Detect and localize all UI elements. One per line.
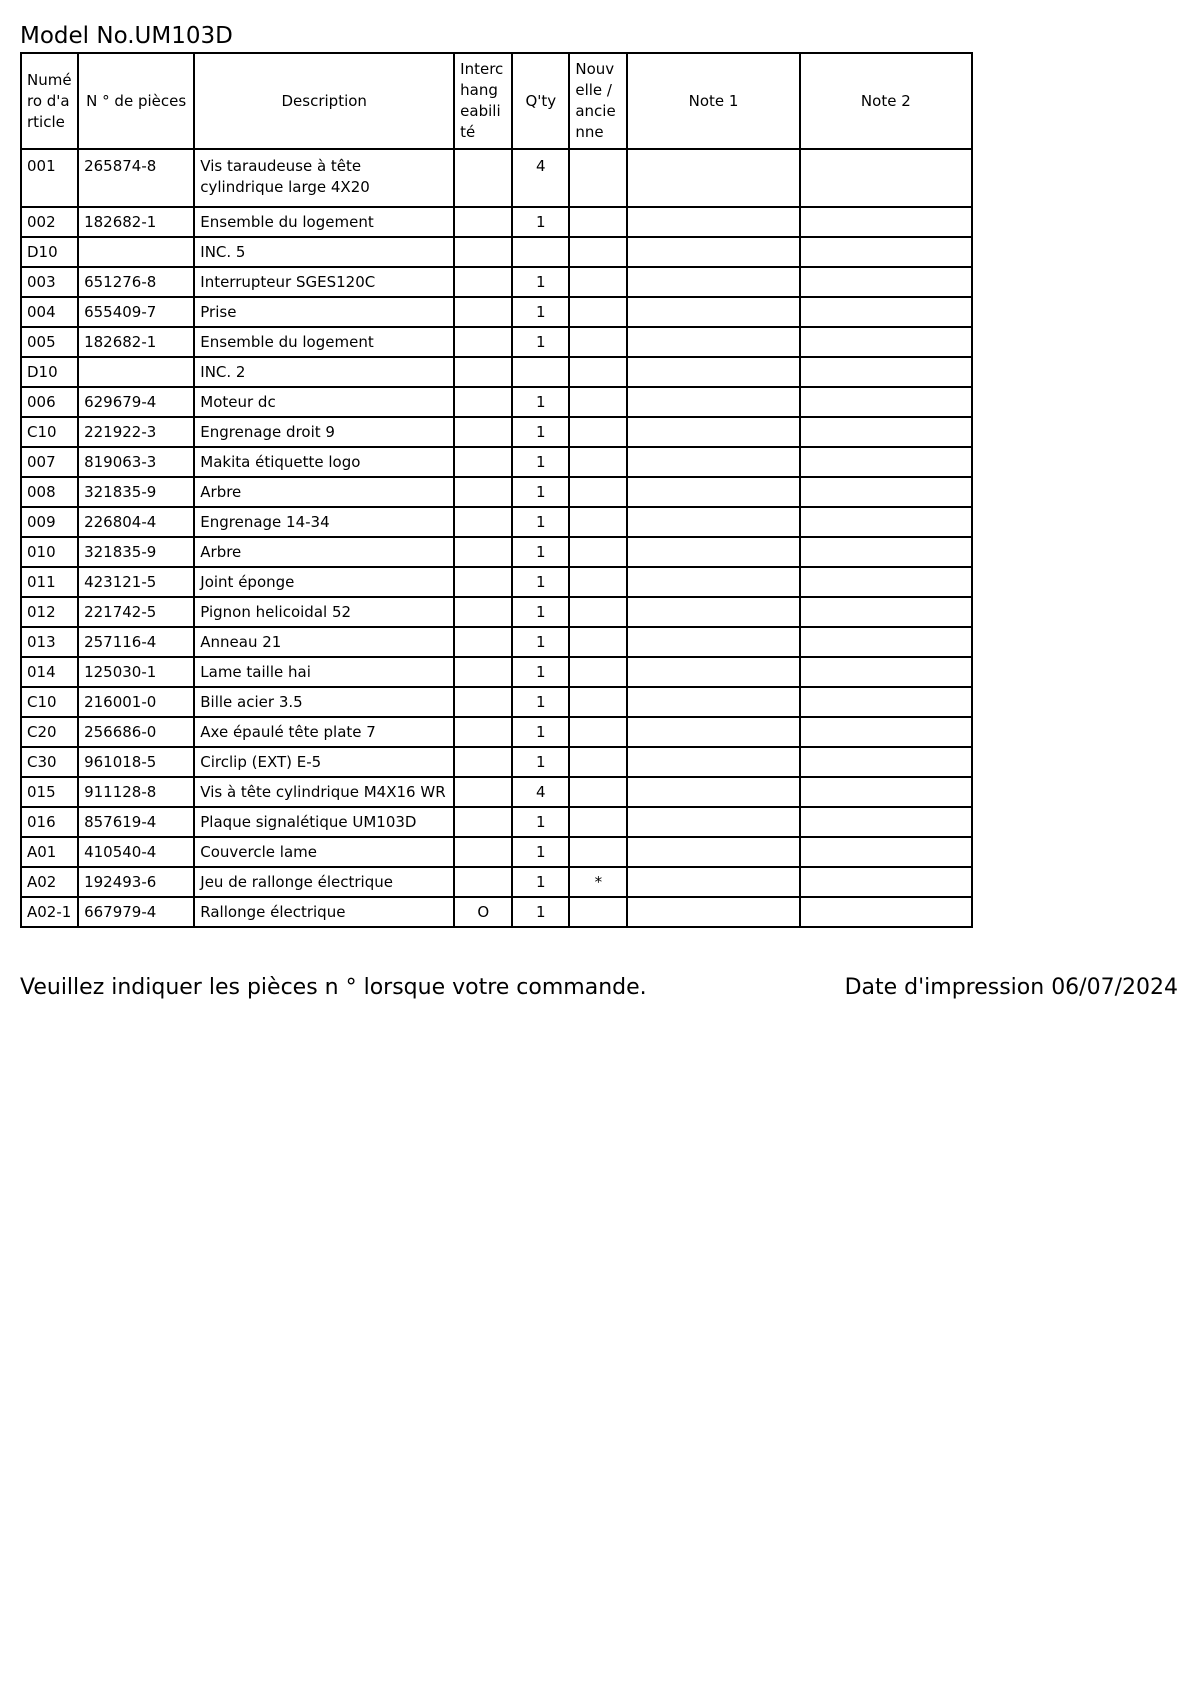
cell-description: Prise (194, 297, 454, 327)
cell-new-old (569, 537, 627, 567)
cell-description: Joint éponge (194, 567, 454, 597)
cell-part-number: 423121-5 (78, 567, 194, 597)
cell-description: Circlip (EXT) E-5 (194, 747, 454, 777)
header-new-old: Nouvelle / ancienne (569, 53, 627, 149)
cell-quantity: 4 (512, 149, 569, 207)
cell-note-1 (627, 207, 799, 237)
cell-note-2 (800, 627, 972, 657)
cell-part-number: 819063-3 (78, 447, 194, 477)
cell-interchangeability (454, 477, 512, 507)
cell-part-number: 857619-4 (78, 807, 194, 837)
cell-interchangeability (454, 297, 512, 327)
cell-item-number: 002 (21, 207, 78, 237)
page-title: Model No.UM103D (20, 23, 233, 49)
cell-new-old (569, 837, 627, 867)
cell-note-2 (800, 807, 972, 837)
cell-note-1 (627, 747, 799, 777)
table-row (21, 537, 972, 567)
cell-note-1 (627, 417, 799, 447)
cell-item-number: 016 (21, 807, 78, 837)
cell-interchangeability (454, 687, 512, 717)
table-row (21, 657, 972, 687)
table-row (21, 477, 972, 507)
cell-note-2 (800, 687, 972, 717)
cell-note-2 (800, 207, 972, 237)
cell-note-1 (627, 297, 799, 327)
cell-interchangeability (454, 267, 512, 297)
cell-description: Couvercle lame (194, 837, 454, 867)
cell-new-old (569, 897, 627, 927)
cell-part-number (78, 237, 194, 267)
cell-quantity: 1 (512, 687, 569, 717)
cell-note-1 (627, 777, 799, 807)
table-row (21, 627, 972, 657)
cell-new-old (569, 447, 627, 477)
table-row (21, 747, 972, 777)
cell-part-number: 321835-9 (78, 477, 194, 507)
header-row (21, 53, 972, 149)
cell-item-number: C10 (21, 687, 78, 717)
cell-quantity: 1 (512, 717, 569, 747)
cell-quantity: 1 (512, 657, 569, 687)
cell-part-number: 182682-1 (78, 207, 194, 237)
cell-item-number: 006 (21, 387, 78, 417)
cell-part-number: 221922-3 (78, 417, 194, 447)
cell-description: Moteur dc (194, 387, 454, 417)
cell-interchangeability (454, 149, 512, 207)
table-row (21, 387, 972, 417)
cell-note-1 (627, 627, 799, 657)
cell-description: Vis taraudeuse à tête cylindrique large 4X20 (194, 149, 454, 207)
cell-interchangeability (454, 237, 512, 267)
cell-note-1 (627, 267, 799, 297)
cell-quantity: 1 (512, 627, 569, 657)
order-instruction: Veuillez indiquer les pièces n ° lorsque votre commande. (20, 975, 647, 1000)
cell-note-2 (800, 717, 972, 747)
cell-note-2 (800, 149, 972, 207)
cell-note-1 (627, 567, 799, 597)
table-row (21, 597, 972, 627)
cell-note-1 (627, 597, 799, 627)
cell-note-2 (800, 537, 972, 567)
cell-note-1 (627, 357, 799, 387)
cell-note-1 (627, 327, 799, 357)
cell-part-number: 221742-5 (78, 597, 194, 627)
cell-quantity: 1 (512, 297, 569, 327)
cell-description: Jeu de rallonge électrique (194, 867, 454, 897)
cell-interchangeability (454, 717, 512, 747)
cell-new-old (569, 747, 627, 777)
cell-interchangeability (454, 867, 512, 897)
cell-item-number: 005 (21, 327, 78, 357)
cell-note-1 (627, 717, 799, 747)
cell-new-old (569, 417, 627, 447)
cell-item-number: C10 (21, 417, 78, 447)
cell-item-number: A01 (21, 837, 78, 867)
cell-quantity: 1 (512, 537, 569, 567)
cell-item-number: 013 (21, 627, 78, 657)
header-item-number: Numéro d'article (21, 53, 78, 149)
cell-note-2 (800, 297, 972, 327)
header-part-number: N ° de pièces (78, 53, 194, 149)
cell-interchangeability (454, 567, 512, 597)
cell-part-number: 410540-4 (78, 837, 194, 867)
table-row (21, 897, 972, 927)
cell-item-number: 014 (21, 657, 78, 687)
cell-quantity: 1 (512, 507, 569, 537)
cell-description: Anneau 21 (194, 627, 454, 657)
cell-part-number: 961018-5 (78, 747, 194, 777)
cell-description: Makita étiquette logo (194, 447, 454, 477)
cell-note-2 (800, 657, 972, 687)
cell-new-old (569, 267, 627, 297)
cell-interchangeability (454, 657, 512, 687)
cell-note-2 (800, 267, 972, 297)
cell-part-number: 216001-0 (78, 687, 194, 717)
table-row (21, 777, 972, 807)
cell-note-1 (627, 537, 799, 567)
cell-item-number: A02-1 (21, 897, 78, 927)
cell-quantity: 1 (512, 747, 569, 777)
cell-part-number: 655409-7 (78, 297, 194, 327)
cell-item-number: 010 (21, 537, 78, 567)
cell-item-number: 011 (21, 567, 78, 597)
cell-part-number: 256686-0 (78, 717, 194, 747)
cell-quantity: 1 (512, 327, 569, 357)
cell-item-number: C30 (21, 747, 78, 777)
cell-interchangeability (454, 357, 512, 387)
table-row (21, 837, 972, 867)
cell-description: Arbre (194, 537, 454, 567)
cell-part-number: 911128-8 (78, 777, 194, 807)
cell-description: Lame taille hai (194, 657, 454, 687)
cell-description: Rallonge électrique (194, 897, 454, 927)
table-row (21, 717, 972, 747)
cell-description: Engrenage 14-34 (194, 507, 454, 537)
cell-new-old (569, 717, 627, 747)
cell-new-old: * (569, 867, 627, 897)
cell-description: Interrupteur SGES120C (194, 267, 454, 297)
cell-note-2 (800, 867, 972, 897)
cell-interchangeability (454, 207, 512, 237)
cell-interchangeability (454, 747, 512, 777)
cell-note-2 (800, 327, 972, 357)
cell-note-1 (627, 837, 799, 867)
cell-item-number: 003 (21, 267, 78, 297)
parts-table (20, 52, 973, 928)
cell-note-2 (800, 747, 972, 777)
cell-part-number: 226804-4 (78, 507, 194, 537)
cell-new-old (569, 357, 627, 387)
cell-part-number: 651276-8 (78, 267, 194, 297)
cell-new-old (569, 627, 627, 657)
header-quantity: Q'ty (512, 53, 569, 149)
table-row (21, 149, 972, 207)
cell-part-number: 182682-1 (78, 327, 194, 357)
table-row (21, 807, 972, 837)
cell-interchangeability (454, 387, 512, 417)
cell-item-number: 001 (21, 149, 78, 207)
cell-note-2 (800, 387, 972, 417)
cell-quantity: 1 (512, 387, 569, 417)
cell-description: Plaque signalétique UM103D (194, 807, 454, 837)
cell-item-number: D10 (21, 357, 78, 387)
cell-description: Pignon helicoidal 52 (194, 597, 454, 627)
cell-quantity: 1 (512, 447, 569, 477)
cell-quantity: 1 (512, 477, 569, 507)
cell-note-1 (627, 149, 799, 207)
cell-note-1 (627, 387, 799, 417)
cell-note-1 (627, 867, 799, 897)
cell-part-number: 192493-6 (78, 867, 194, 897)
cell-item-number: 009 (21, 507, 78, 537)
cell-note-1 (627, 507, 799, 537)
cell-quantity: 1 (512, 867, 569, 897)
cell-interchangeability (454, 807, 512, 837)
cell-description: Engrenage droit 9 (194, 417, 454, 447)
table-row (21, 867, 972, 897)
table-row (21, 207, 972, 237)
cell-note-1 (627, 477, 799, 507)
table-row (21, 507, 972, 537)
cell-quantity: 1 (512, 597, 569, 627)
cell-quantity (512, 357, 569, 387)
cell-note-2 (800, 417, 972, 447)
table-row (21, 267, 972, 297)
cell-quantity: 1 (512, 567, 569, 597)
cell-new-old (569, 687, 627, 717)
cell-description: Ensemble du logement (194, 207, 454, 237)
cell-new-old (569, 567, 627, 597)
cell-new-old (569, 507, 627, 537)
cell-part-number: 125030-1 (78, 657, 194, 687)
cell-new-old (569, 777, 627, 807)
cell-note-1 (627, 687, 799, 717)
cell-new-old (569, 657, 627, 687)
cell-item-number: 015 (21, 777, 78, 807)
cell-description: Axe épaulé tête plate 7 (194, 717, 454, 747)
cell-note-2 (800, 477, 972, 507)
table-row (21, 447, 972, 477)
cell-note-1 (627, 447, 799, 477)
cell-note-1 (627, 237, 799, 267)
cell-part-number: 257116-4 (78, 627, 194, 657)
cell-item-number: A02 (21, 867, 78, 897)
cell-note-2 (800, 567, 972, 597)
cell-quantity: 1 (512, 267, 569, 297)
cell-interchangeability (454, 537, 512, 567)
cell-interchangeability (454, 627, 512, 657)
table-row (21, 687, 972, 717)
table-row (21, 417, 972, 447)
cell-part-number (78, 357, 194, 387)
parts-table-body (21, 149, 972, 927)
cell-description: Vis à tête cylindrique M4X16 WR (194, 777, 454, 807)
cell-interchangeability (454, 447, 512, 477)
header-interchangeability: Interchangeabilité (454, 53, 512, 149)
cell-note-2 (800, 897, 972, 927)
cell-new-old (569, 237, 627, 267)
table-row (21, 327, 972, 357)
cell-item-number: 008 (21, 477, 78, 507)
cell-note-2 (800, 237, 972, 267)
header-note-1: Note 1 (627, 53, 799, 149)
cell-quantity (512, 237, 569, 267)
cell-description: Arbre (194, 477, 454, 507)
cell-note-2 (800, 837, 972, 867)
cell-description: Ensemble du logement (194, 327, 454, 357)
cell-item-number: C20 (21, 717, 78, 747)
cell-note-2 (800, 507, 972, 537)
cell-note-2 (800, 597, 972, 627)
cell-interchangeability (454, 837, 512, 867)
cell-interchangeability (454, 417, 512, 447)
cell-note-2 (800, 447, 972, 477)
cell-quantity: 1 (512, 897, 569, 927)
print-date: Date d'impression 06/07/2024 (844, 975, 1178, 1000)
cell-part-number: 629679-4 (78, 387, 194, 417)
cell-new-old (569, 597, 627, 627)
cell-interchangeability (454, 327, 512, 357)
cell-note-1 (627, 897, 799, 927)
cell-quantity: 1 (512, 837, 569, 867)
cell-new-old (569, 387, 627, 417)
cell-item-number: 012 (21, 597, 78, 627)
cell-part-number: 265874-8 (78, 149, 194, 207)
table-row (21, 297, 972, 327)
cell-new-old (569, 327, 627, 357)
cell-note-1 (627, 657, 799, 687)
cell-description: INC. 5 (194, 237, 454, 267)
cell-part-number: 321835-9 (78, 537, 194, 567)
cell-note-1 (627, 807, 799, 837)
cell-quantity: 1 (512, 417, 569, 447)
cell-new-old (569, 477, 627, 507)
cell-quantity: 1 (512, 807, 569, 837)
header-note-2: Note 2 (800, 53, 972, 149)
cell-new-old (569, 807, 627, 837)
cell-item-number: 007 (21, 447, 78, 477)
cell-description: Bille acier 3.5 (194, 687, 454, 717)
table-row (21, 237, 972, 267)
cell-new-old (569, 207, 627, 237)
cell-item-number: D10 (21, 237, 78, 267)
cell-quantity: 1 (512, 207, 569, 237)
cell-item-number: 004 (21, 297, 78, 327)
cell-new-old (569, 149, 627, 207)
cell-interchangeability (454, 777, 512, 807)
table-row (21, 357, 972, 387)
cell-note-2 (800, 357, 972, 387)
header-description: Description (194, 53, 454, 149)
cell-interchangeability: O (454, 897, 512, 927)
cell-quantity: 4 (512, 777, 569, 807)
cell-interchangeability (454, 507, 512, 537)
cell-interchangeability (454, 597, 512, 627)
cell-note-2 (800, 777, 972, 807)
cell-description: INC. 2 (194, 357, 454, 387)
cell-part-number: 667979-4 (78, 897, 194, 927)
table-row (21, 567, 972, 597)
cell-new-old (569, 297, 627, 327)
